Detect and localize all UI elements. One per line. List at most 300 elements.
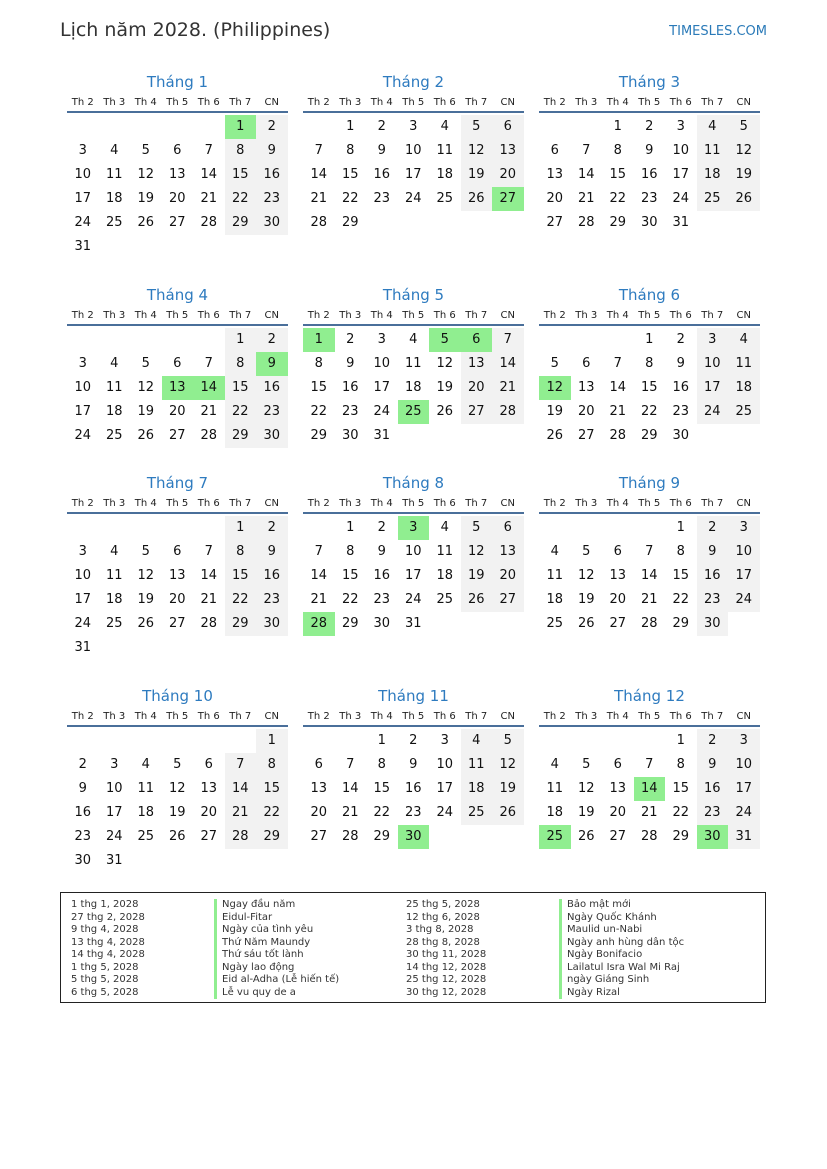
day-cell: 22 (256, 801, 288, 825)
month-title: Tháng 2 (382, 73, 445, 91)
day-cell: 23 (256, 588, 288, 612)
day-cell: 15 (341, 167, 359, 182)
day-cell: 4 (110, 544, 119, 559)
day-cell: 9 (697, 753, 729, 777)
holiday-day-cell: 13 (162, 376, 194, 400)
day-cell: 31 (672, 215, 690, 230)
holiday-legend (60, 892, 766, 1003)
day-cell: 30 (697, 612, 729, 636)
legend-holiday-name: Maulid un-Nabi (559, 924, 684, 937)
weekday-label: Th 2 (543, 498, 566, 509)
weekday-label: Th 7 (229, 711, 252, 722)
day-cell: 24 (697, 400, 729, 424)
day-cell: 31 (105, 853, 123, 868)
empty-cell (571, 328, 603, 352)
day-cell: 30 (373, 616, 391, 631)
empty-cell (67, 516, 99, 540)
day-cell: 2 (256, 516, 288, 540)
day-cell: 6 (173, 143, 182, 158)
day-cell: 21 (492, 376, 524, 400)
day-cell: 14 (609, 380, 627, 395)
day-cell: 30 (640, 215, 658, 230)
day-cell: 26 (461, 588, 493, 612)
empty-cell (634, 516, 666, 540)
day-cell: 12 (168, 781, 186, 796)
day-cell: 16 (74, 805, 92, 820)
day-cell: 10 (697, 352, 729, 376)
weekday-label: Th 2 (307, 498, 330, 509)
day-cell: 11 (105, 167, 123, 182)
day-cell: 15 (225, 376, 257, 400)
holiday-day-cell: 12 (539, 376, 571, 400)
day-grid (303, 115, 524, 235)
day-cell: 9 (377, 544, 386, 559)
day-cell: 2 (377, 520, 386, 535)
empty-cell (99, 328, 131, 352)
page-title: Lịch năm 2028. (Philippines) (60, 19, 331, 41)
day-grid (303, 328, 524, 448)
day-cell: 2 (346, 332, 355, 347)
day-cell: 11 (728, 352, 760, 376)
day-cell: 19 (577, 592, 595, 607)
day-cell: 13 (609, 568, 627, 583)
empty-cell (539, 115, 571, 139)
day-cell: 28 (310, 215, 328, 230)
day-cell: 23 (373, 592, 391, 607)
empty-cell (571, 729, 603, 753)
weekday-label: CN (500, 498, 515, 509)
legend-date: 25 thg 12, 2028 (406, 974, 487, 985)
legend-date: 5 thg 5, 2028 (71, 974, 139, 985)
weekday-label: CN (736, 711, 751, 722)
day-cell: 11 (436, 544, 454, 559)
day-cell: 23 (672, 404, 690, 419)
day-cell: 7 (314, 544, 323, 559)
day-grid (67, 115, 288, 259)
day-cell: 20 (609, 592, 627, 607)
day-grid (67, 516, 288, 660)
day-cell: 11 (105, 380, 123, 395)
day-cell: 17 (74, 404, 92, 419)
legend-names-col-1 (214, 899, 339, 999)
empty-cell (67, 729, 99, 753)
day-cell: 24 (728, 801, 760, 825)
weekday-header (67, 496, 288, 514)
day-cell: 21 (310, 191, 328, 206)
day-cell: 5 (141, 544, 150, 559)
day-cell: 11 (461, 753, 493, 777)
day-cell: 21 (200, 191, 218, 206)
month-6 (539, 285, 760, 473)
day-cell: 6 (173, 356, 182, 371)
day-cell: 9 (78, 781, 87, 796)
day-cell: 5 (550, 356, 559, 371)
weekday-label: CN (264, 498, 279, 509)
day-cell: 5 (141, 143, 150, 158)
day-cell: 10 (728, 540, 760, 564)
legend-holiday-name: Ngày của tình yêu (214, 924, 339, 937)
holiday-day-cell: 3 (398, 516, 430, 540)
day-cell: 20 (609, 805, 627, 820)
legend-date: 1 thg 5, 2028 (71, 961, 139, 973)
weekday-header (67, 308, 288, 326)
day-cell: 1 (346, 520, 355, 535)
day-cell: 11 (404, 356, 422, 371)
day-cell: 8 (377, 757, 386, 772)
day-cell: 26 (137, 215, 155, 230)
day-cell: 19 (168, 805, 186, 820)
month-1 (67, 72, 288, 285)
weekday-label: CN (500, 711, 515, 722)
day-cell: 20 (492, 163, 524, 187)
day-cell: 21 (341, 805, 359, 820)
empty-cell (193, 516, 225, 540)
day-cell: 2 (256, 115, 288, 139)
weekday-label: Th 6 (433, 498, 456, 509)
day-cell: 29 (609, 215, 627, 230)
day-cell: 28 (609, 428, 627, 443)
day-cell: 25 (105, 428, 123, 443)
day-cell: 6 (582, 356, 591, 371)
month-title: Tháng 10 (142, 687, 213, 705)
day-cell: 23 (341, 404, 359, 419)
day-cell: 26 (577, 616, 595, 631)
day-cell: 8 (676, 544, 685, 559)
day-cell: 16 (697, 564, 729, 588)
day-cell: 4 (440, 520, 449, 535)
month-9 (539, 473, 760, 686)
month-4 (67, 285, 288, 473)
day-cell: 12 (577, 568, 595, 583)
brand-link[interactable]: TIMESLES.COM (669, 24, 767, 39)
day-cell: 24 (436, 805, 454, 820)
day-cell: 16 (256, 163, 288, 187)
weekday-label: Th 4 (606, 711, 629, 722)
day-cell: 20 (168, 404, 186, 419)
day-cell: 24 (105, 829, 123, 844)
weekday-header (539, 308, 760, 326)
day-cell: 26 (546, 428, 564, 443)
day-cell: 6 (613, 544, 622, 559)
day-cell: 6 (492, 115, 524, 139)
day-cell: 14 (640, 568, 658, 583)
day-cell: 12 (461, 139, 493, 163)
day-cell: 7 (314, 143, 323, 158)
day-cell: 18 (546, 592, 564, 607)
day-cell: 29 (640, 428, 658, 443)
day-cell: 25 (697, 187, 729, 211)
weekday-label: Th 7 (701, 97, 724, 108)
day-cell: 26 (577, 829, 595, 844)
legend-holiday-name: Thứ Năm Maundy (214, 937, 339, 950)
legend-holiday-name: Ngày Quốc Khánh (559, 912, 684, 925)
day-cell: 3 (676, 119, 685, 134)
day-cell: 19 (728, 163, 760, 187)
weekday-label: CN (736, 498, 751, 509)
legend-date: 25 thg 5, 2028 (406, 899, 480, 910)
weekday-label: CN (264, 97, 279, 108)
day-cell: 23 (640, 191, 658, 206)
holiday-day-cell: 1 (303, 328, 335, 352)
day-cell: 18 (105, 592, 123, 607)
day-cell: 2 (409, 733, 418, 748)
empty-cell (539, 328, 571, 352)
month-10 (67, 686, 288, 899)
empty-cell (162, 729, 194, 753)
legend-holiday-name: Thứ sáu tốt lành (214, 949, 339, 962)
day-cell: 14 (310, 167, 328, 182)
weekday-label: Th 5 (166, 711, 189, 722)
legend-names-col-2 (559, 899, 684, 999)
day-cell: 9 (409, 757, 418, 772)
day-cell: 15 (373, 781, 391, 796)
day-cell: 26 (461, 187, 493, 211)
day-cell: 9 (256, 540, 288, 564)
day-cell: 24 (74, 215, 92, 230)
day-cell: 24 (672, 191, 690, 206)
day-cell: 20 (200, 805, 218, 820)
day-cell: 21 (640, 805, 658, 820)
day-cell: 13 (461, 352, 493, 376)
day-cell: 28 (225, 825, 257, 849)
day-cell: 28 (200, 428, 218, 443)
day-cell: 4 (697, 115, 729, 139)
day-cell: 29 (225, 612, 257, 636)
day-cell: 8 (314, 356, 323, 371)
day-cell: 29 (256, 825, 288, 849)
day-cell: 22 (225, 588, 257, 612)
empty-cell (162, 115, 194, 139)
day-cell: 18 (137, 805, 155, 820)
empty-cell (193, 115, 225, 139)
day-cell: 12 (492, 753, 524, 777)
day-cell: 11 (697, 139, 729, 163)
day-grid (539, 516, 760, 636)
day-cell: 20 (310, 805, 328, 820)
weekday-header (303, 709, 524, 727)
day-grid (303, 516, 524, 636)
weekday-label: Th 4 (370, 310, 393, 321)
legend-date: 30 thg 12, 2028 (406, 986, 487, 998)
day-cell: 24 (373, 404, 391, 419)
weekday-label: Th 5 (166, 498, 189, 509)
empty-cell (303, 115, 335, 139)
weekday-label: Th 3 (103, 310, 126, 321)
day-cell: 14 (492, 352, 524, 376)
day-cell: 17 (728, 777, 760, 801)
weekday-label: CN (736, 97, 751, 108)
day-cell: 2 (697, 516, 729, 540)
day-cell: 18 (728, 376, 760, 400)
day-cell: 3 (78, 544, 87, 559)
day-cell: 3 (728, 729, 760, 753)
day-cell: 11 (137, 781, 155, 796)
holiday-day-cell: 1 (225, 115, 257, 139)
month-11 (303, 686, 524, 899)
day-cell: 17 (697, 376, 729, 400)
day-cell: 23 (404, 805, 422, 820)
day-cell: 22 (225, 400, 257, 424)
day-cell: 5 (728, 115, 760, 139)
day-cell: 3 (440, 733, 449, 748)
day-cell: 7 (645, 757, 654, 772)
day-cell: 4 (550, 544, 559, 559)
legend-date: 27 thg 2, 2028 (71, 911, 145, 923)
weekday-label: Th 4 (370, 498, 393, 509)
weekday-label: Th 5 (166, 310, 189, 321)
day-cell: 18 (546, 805, 564, 820)
day-cell: 12 (137, 568, 155, 583)
empty-cell (225, 729, 257, 753)
day-cell: 9 (346, 356, 355, 371)
day-cell: 23 (256, 400, 288, 424)
day-cell: 23 (697, 588, 729, 612)
day-cell: 22 (640, 404, 658, 419)
day-cell: 15 (310, 380, 328, 395)
day-cell: 7 (645, 544, 654, 559)
day-cell: 27 (492, 588, 524, 612)
weekday-label: Th 5 (638, 711, 661, 722)
month-title: Tháng 8 (382, 474, 445, 492)
holiday-day-cell: 14 (634, 777, 666, 801)
day-cell: 9 (645, 143, 654, 158)
day-cell: 15 (225, 163, 257, 187)
weekday-label: Th 6 (433, 711, 456, 722)
legend-holiday-name: Ngày Bonifacio (559, 949, 684, 962)
day-cell: 21 (225, 801, 257, 825)
day-cell: 28 (492, 400, 524, 424)
day-cell: 24 (74, 616, 92, 631)
empty-cell (193, 729, 225, 753)
day-cell: 25 (728, 400, 760, 424)
day-cell: 14 (310, 568, 328, 583)
weekday-label: Th 3 (339, 97, 362, 108)
day-cell: 24 (404, 191, 422, 206)
day-cell: 20 (461, 376, 493, 400)
weekday-label: Th 2 (71, 498, 94, 509)
day-cell: 16 (373, 568, 391, 583)
legend-date: 14 thg 12, 2028 (406, 961, 487, 973)
day-cell: 5 (582, 757, 591, 772)
weekday-label: Th 4 (606, 310, 629, 321)
weekday-label: Th 4 (134, 97, 157, 108)
day-cell: 4 (110, 356, 119, 371)
holiday-day-cell: 25 (398, 400, 430, 424)
day-cell: 27 (609, 829, 627, 844)
day-cell: 16 (373, 167, 391, 182)
day-cell: 3 (78, 143, 87, 158)
weekday-label: Th 3 (575, 310, 598, 321)
month-title: Tháng 7 (146, 474, 209, 492)
empty-cell (571, 516, 603, 540)
month-2 (303, 72, 524, 285)
day-cell: 17 (404, 167, 422, 182)
day-cell: 29 (672, 616, 690, 631)
weekday-label: Th 7 (701, 711, 724, 722)
day-cell: 22 (341, 191, 359, 206)
weekday-label: Th 3 (575, 97, 598, 108)
day-cell: 1 (377, 733, 386, 748)
weekday-label: Th 6 (197, 310, 220, 321)
day-cell: 2 (676, 332, 685, 347)
holiday-day-cell: 27 (492, 187, 524, 211)
empty-cell (67, 328, 99, 352)
day-cell: 28 (200, 616, 218, 631)
day-cell: 1 (645, 332, 654, 347)
day-cell: 13 (577, 380, 595, 395)
day-cell: 27 (577, 428, 595, 443)
day-cell: 7 (582, 143, 591, 158)
day-cell: 19 (436, 380, 454, 395)
legend-holiday-name: Ngay đầu năm (214, 899, 339, 912)
day-cell: 22 (310, 404, 328, 419)
day-cell: 28 (341, 829, 359, 844)
day-cell: 26 (492, 801, 524, 825)
day-cell: 20 (168, 592, 186, 607)
weekday-label: CN (264, 310, 279, 321)
empty-cell (303, 516, 335, 540)
weekday-label: CN (500, 97, 515, 108)
day-cell: 26 (137, 428, 155, 443)
day-grid (539, 115, 760, 235)
day-cell: 25 (436, 191, 454, 206)
empty-cell (130, 115, 162, 139)
weekday-label: Th 3 (103, 711, 126, 722)
day-cell: 18 (105, 191, 123, 206)
empty-cell (67, 115, 99, 139)
day-cell: 13 (546, 167, 564, 182)
legend-dates-col-2 (406, 899, 486, 999)
weekday-label: Th 6 (197, 498, 220, 509)
day-cell: 3 (697, 328, 729, 352)
weekday-label: Th 6 (669, 97, 692, 108)
day-cell: 5 (461, 115, 493, 139)
day-cell: 15 (672, 568, 690, 583)
legend-dates-col-1 (71, 899, 145, 999)
day-cell: 10 (436, 757, 454, 772)
day-cell: 18 (404, 380, 422, 395)
weekday-label: Th 5 (166, 97, 189, 108)
weekday-label: Th 5 (638, 310, 661, 321)
day-cell: 6 (550, 143, 559, 158)
day-cell: 21 (609, 404, 627, 419)
day-cell: 1 (346, 119, 355, 134)
day-cell: 9 (676, 356, 685, 371)
day-cell: 21 (200, 404, 218, 419)
holiday-day-cell: 28 (303, 612, 335, 636)
day-cell: 26 (137, 616, 155, 631)
legend-date: 6 thg 5, 2028 (71, 986, 139, 998)
day-cell: 1 (676, 733, 685, 748)
day-cell: 18 (105, 404, 123, 419)
day-cell: 27 (461, 400, 493, 424)
day-cell: 21 (640, 592, 658, 607)
holiday-day-cell: 6 (461, 328, 493, 352)
day-cell: 30 (256, 211, 288, 235)
weekday-label: Th 5 (402, 310, 425, 321)
day-cell: 10 (404, 544, 422, 559)
day-cell: 18 (436, 167, 454, 182)
weekday-label: Th 4 (370, 711, 393, 722)
weekday-label: Th 3 (339, 711, 362, 722)
day-cell: 31 (728, 825, 760, 849)
day-cell: 23 (697, 801, 729, 825)
day-cell: 28 (577, 215, 595, 230)
day-cell: 29 (373, 829, 391, 844)
day-cell: 10 (672, 143, 690, 158)
day-cell: 10 (404, 143, 422, 158)
weekday-label: Th 7 (229, 498, 252, 509)
